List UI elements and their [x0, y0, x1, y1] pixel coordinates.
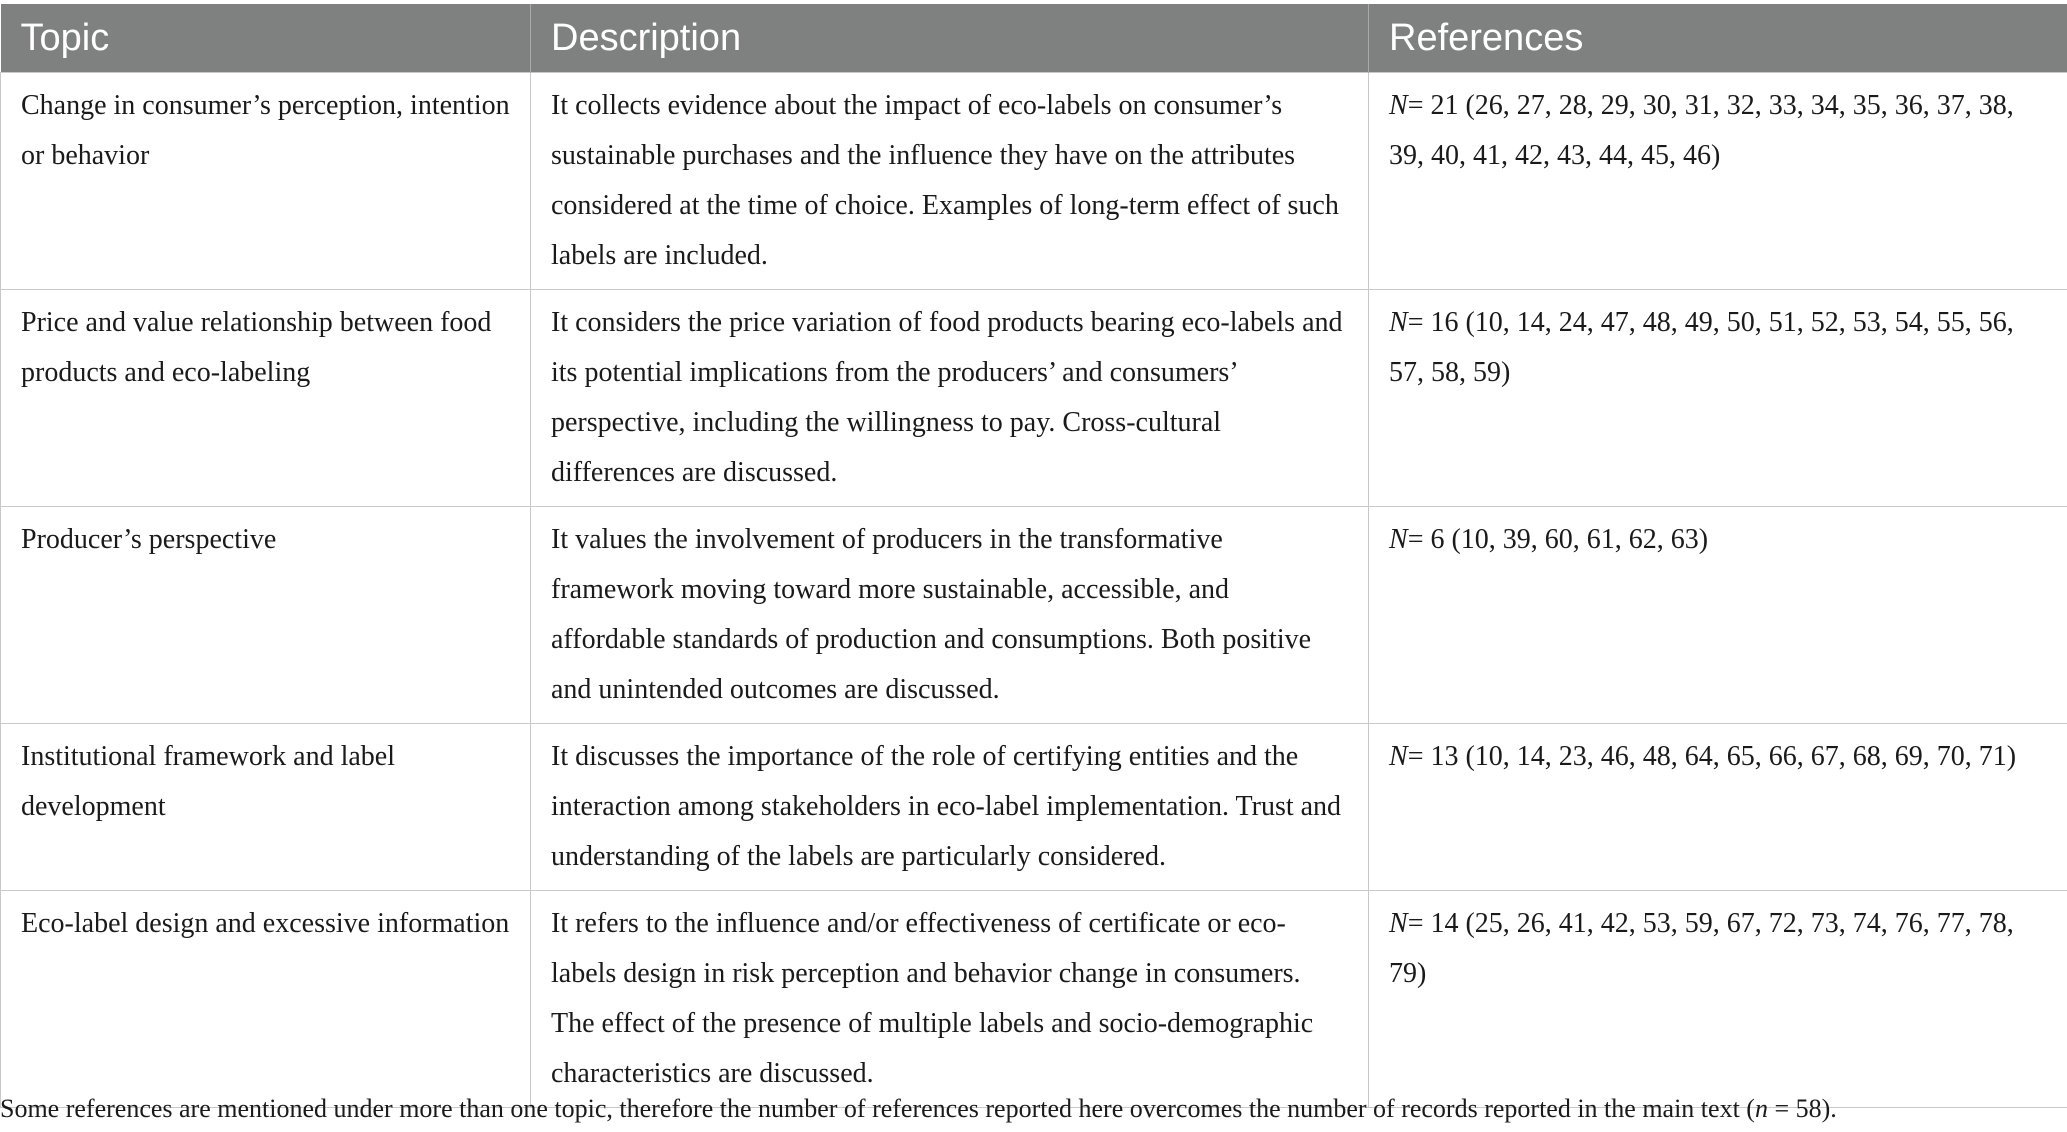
topic-cell: Institutional framework and label development [1, 724, 531, 891]
header-row [1, 4, 2067, 73]
description-cell: It values the involvement of producers in the transformative framework moving toward more sustainable, accessible, and affordable standards of production and consumptions. Both positive and unintended outcomes are discussed. [531, 507, 1369, 724]
topics-table-container [0, 4, 2067, 1108]
footnote-n-value: = 58). [1767, 1094, 1837, 1123]
reference-count: = 13 [1407, 741, 1459, 772]
header-description: Description [531, 4, 1369, 73]
table-row [1, 290, 2067, 507]
topic-cell: Producer’s perspective [1, 507, 531, 724]
description-cell: It collects evidence about the impact of eco-labels on consumer’s sustainable purchases and the influence they have on the attributes considered at the time of choice. Examples of long-term effect of such labels are included. [531, 73, 1369, 290]
n-label: N [1389, 908, 1408, 939]
description-cell: It discusses the importance of the role of certifying entities and the interaction among stakeholders in eco-label implementation. Trust and understanding of the labels are particularly considered. [531, 724, 1369, 891]
reference-list: (10, 14, 23, 46, 48, 64, 65, 66, 67, 68, 69, 70, 71) [1458, 741, 2017, 772]
table-footnote [0, 1094, 2067, 1124]
references-cell [1369, 891, 2067, 1108]
table-header [1, 4, 2067, 73]
reference-list: (25, 26, 41, 42, 53, 59, 67, 72, 73, 74, 76, 77, 78, 79) [1389, 908, 2014, 989]
table-body [1, 73, 2067, 1108]
header-topic: Topic [1, 4, 531, 73]
footnote-text: Some references are mentioned under more than one topic, therefore the number of references reported here overcomes the number of records reported in the main text ( [0, 1094, 1755, 1123]
reference-list: (10, 14, 24, 47, 48, 49, 50, 51, 52, 53, 54, 55, 56, 57, 58, 59) [1389, 307, 2014, 388]
description-cell: It refers to the influence and/or effectiveness of certificate or eco-labels design in risk perception and behavior change in consumers. The effect of the presence of multiple labels and socio-demographic characteristics are discussed. [531, 891, 1369, 1108]
n-label: N [1389, 741, 1408, 772]
references-cell [1369, 507, 2067, 724]
n-label: N [1389, 524, 1408, 555]
table-row [1, 507, 2067, 724]
n-label: N [1389, 307, 1408, 338]
footnote-n-label: n [1754, 1094, 1768, 1123]
header-references: References [1369, 4, 2067, 73]
table-row [1, 724, 2067, 891]
reference-count: = 16 [1407, 307, 1459, 338]
table-row [1, 891, 2067, 1108]
reference-count: = 14 [1407, 908, 1459, 939]
reference-list: (26, 27, 28, 29, 30, 31, 32, 33, 34, 35, 36, 37, 38, 39, 40, 41, 42, 43, 44, 45, 46) [1389, 90, 2014, 171]
topics-table [0, 4, 2067, 1108]
references-cell [1369, 290, 2067, 507]
topic-cell: Eco-label design and excessive information [1, 891, 531, 1108]
topic-cell: Price and value relationship between food products and eco-labeling [1, 290, 531, 507]
references-cell [1369, 724, 2067, 891]
description-cell: It considers the price variation of food products bearing eco-labels and its potential implications from the producers’ and consumers’ perspective, including the willingness to pay. Cross-cultural differences are discussed. [531, 290, 1369, 507]
references-cell [1369, 73, 2067, 290]
reference-count: = 21 [1407, 90, 1459, 121]
reference-count: = 6 [1407, 524, 1445, 555]
reference-list: (10, 39, 60, 61, 62, 63) [1444, 524, 1709, 555]
topic-cell: Change in consumer’s perception, intention or behavior [1, 73, 531, 290]
table-row [1, 73, 2067, 290]
n-label: N [1389, 90, 1408, 121]
